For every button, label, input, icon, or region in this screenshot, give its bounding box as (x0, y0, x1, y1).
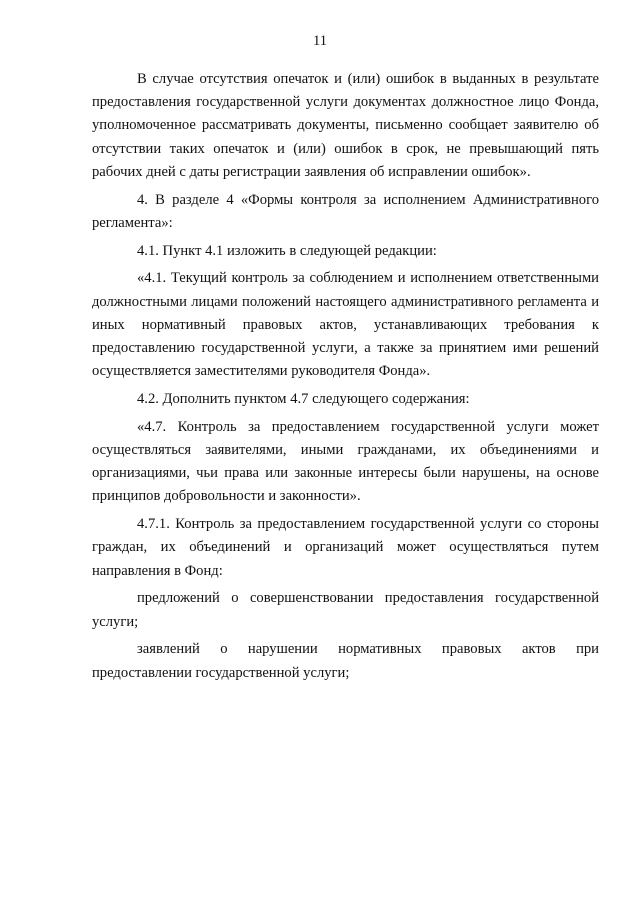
paragraph-proposals: предложений о совершенствовании предоставления государственной услуги; (92, 590, 599, 630)
page-number: 11 (313, 33, 327, 49)
paragraph-4-7-text: «4.7. Контроль за предоставлением государственной услуги может осуществляться заявителями, иными гражданами, их объединениями и организациями, чьи права или законные интересы были нарушены, на основе принципов добровольности и законности». (92, 418, 599, 505)
paragraph-4-7-1-text: 4.7.1. Контроль за предоставлением государственной услуги со стороны граждан, их объединений и организаций может осуществляться путем направления в Фонд: (92, 516, 599, 579)
paragraph-4-1-text: «4.1. Текущий контроль за соблюдением и исполнением ответственными должностными лицами положений настоящего административного регламента и иных нормативный правовых актов, устанавливающих требования к предоставлению государственной услуги, а также за принятием ими решений осуществляется заместителями руководителя Фонда». (92, 270, 599, 380)
document-body (92, 68, 599, 689)
paragraph-section-4: 4. В разделе 4 «Формы контроля за исполнением Административного регламента»: (92, 191, 599, 231)
paragraph-no-errors: В случае отсутствия опечаток и (или) ошибок в выданных в результате предоставления государственной услуги документах должностное лицо Фонда, уполномоченное рассматривать документы, письменно сообщает заявителю об отсутствии таких опечаток и (или) ошибок в срок, не превышающий пять рабочих дней с даты регистрации заявления об исправлении ошибок». (92, 71, 599, 180)
paragraph-4-2-intro: 4.2. Дополнить пунктом 4.7 следующего содержания: (137, 391, 470, 408)
paragraph-4-1-intro: 4.1. Пункт 4.1 изложить в следующей редакции: (137, 242, 437, 259)
paragraph-complaints: заявлений о нарушении нормативных правовых актов при предоставлении государственной услуги; (92, 641, 599, 681)
